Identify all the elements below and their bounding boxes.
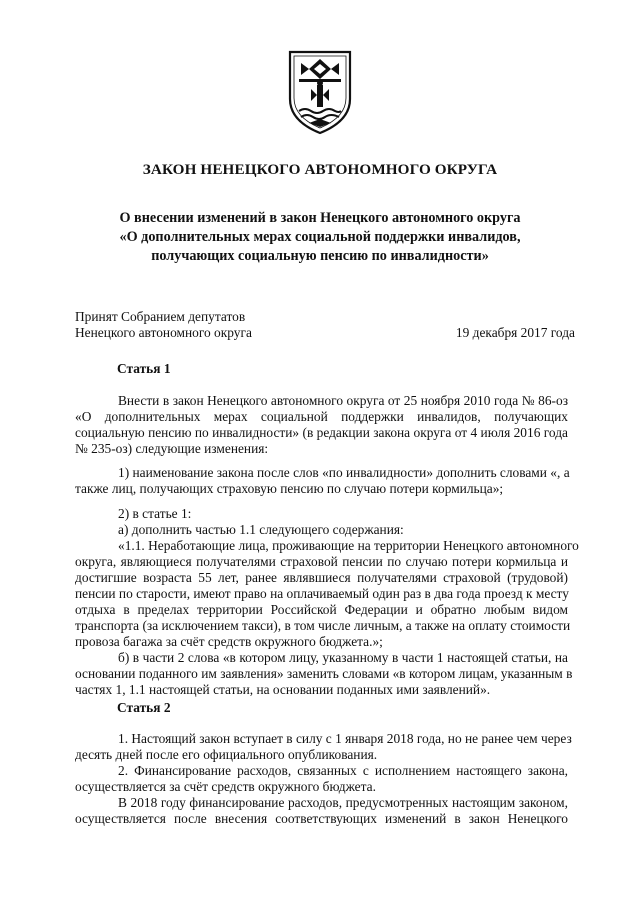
text-line: 1) наименование закона после слов «по инвалидности» дополнить словами «, а [118, 465, 570, 480]
article-1-item-1 [75, 465, 568, 497]
text-line: достигшие возраста 55 лет, ранее являвшиеся получателями страховой (трудовой) [75, 570, 568, 585]
coat-of-arms-icon [287, 49, 353, 135]
text-line: осуществляется за счёт средств окружного бюджета. [75, 779, 376, 794]
article-1-heading: Статья 1 [117, 361, 171, 376]
text-line: десять дней после его официального опубликования. [75, 747, 378, 762]
adopted-by-line: Принят Собранием депутатов [75, 309, 246, 324]
text-line: 2. Финансирование расходов, связанных с исполнением настоящего закона, [118, 763, 568, 778]
subject-line: «О дополнительных мерах социальной поддержки инвалидов, [119, 229, 521, 245]
text-line: 1. Настоящий закон вступает в силу с 1 января 2018 года, но не ранее чем через [118, 731, 572, 746]
article-2-heading: Статья 2 [117, 700, 171, 715]
text-line: «О дополнительных мерах социальной поддержки инвалидов, получающих [75, 409, 568, 424]
article-2-body [75, 731, 572, 827]
text-line: основании поданного им заявления» заменить словами «в котором лицам, указанным в [75, 666, 573, 681]
text-line: а) дополнить частью 1.1 следующего содержания: [118, 522, 404, 537]
text-line: социальную пенсию по инвалидности» (в редакции закона округа от 4 июля 2016 года [75, 425, 568, 440]
text-line: б) в части 2 слова «в котором лицу, указанному в части 1 настоящей статьи, на [118, 650, 568, 665]
text-line: частях 1, 1.1 настоящей статьи, на основании поданных ими заявлений». [75, 682, 491, 697]
text-line: провоза багажа за счёт средств окружного бюджета.»; [75, 634, 383, 649]
text-line: также лиц, получающих страховую пенсию по случаю потери кормильца»; [75, 481, 504, 496]
subject-line: О внесении изменений в закон Ненецкого автономного округа [119, 210, 521, 226]
text-line: отдыха в пределах территории Российской Федерации и обратно любым видом [75, 602, 568, 617]
law-title: ЗАКОН НЕНЕЦКОГО АВТОНОМНОГО ОКРУГА [142, 161, 498, 178]
adoption-date: 19 декабря 2017 года [455, 325, 575, 340]
text-line: № 235-оз) следующие изменения: [75, 441, 269, 456]
text-line: 2) в статье 1: [118, 506, 192, 521]
text-line: В 2018 году финансирование расходов, предусмотренных настоящим законом, [118, 795, 568, 810]
text-line: осуществляется после внесения соответствующих изменений в закон Ненецкого [75, 811, 568, 826]
text-line: округа, являющиеся получателями страховой пенсии по случаю потери кормильца и [75, 554, 568, 569]
article-1-intro [75, 393, 568, 457]
text-line: Внести в закон Ненецкого автономного округа от 25 ноября 2010 года № 86-оз [118, 393, 568, 408]
law-subject [60, 209, 580, 266]
text-line: «1.1. Неработающие лица, проживающие на территории Ненецкого автономного [118, 538, 579, 553]
text-line: пенсии по старости, имеют право на оплачиваемый один раз в два года проезд к месту [75, 586, 569, 601]
article-1-item-2 [75, 506, 579, 698]
text-line: транспорта (за исключением такси), в том числе личным, а также на оплату стоимости [75, 618, 571, 633]
adoption-block [75, 309, 575, 341]
adopted-by-line: Ненецкого автономного округа [75, 325, 252, 340]
subject-line: получающих социальную пенсию по инвалидности» [151, 248, 489, 264]
